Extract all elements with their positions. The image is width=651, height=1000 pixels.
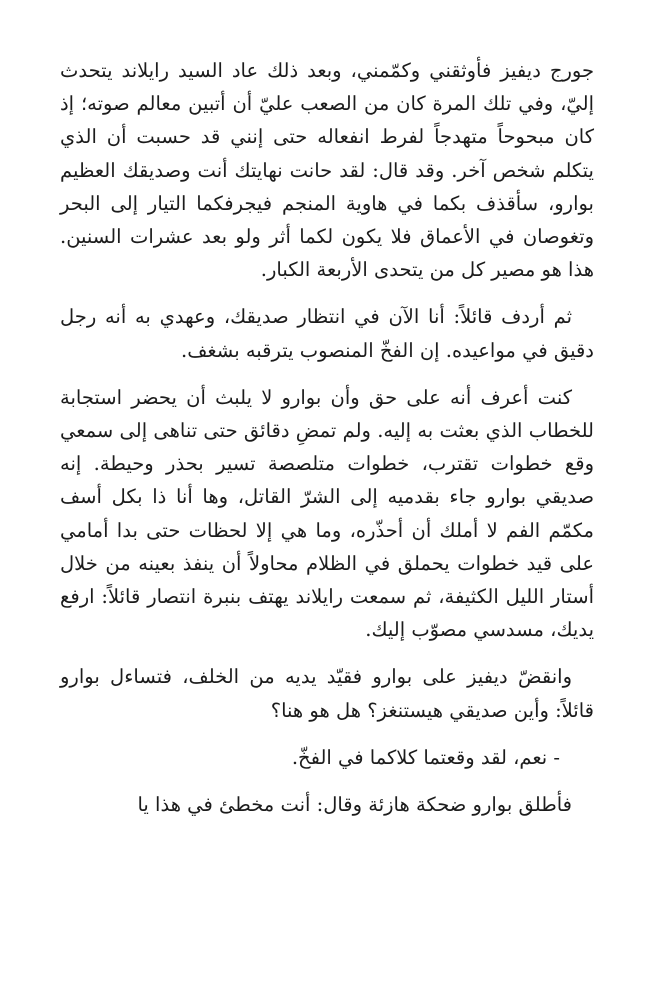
paragraph-2: ثم أردف قائلاً: أنا الآن في انتظار صديقك، وعهدي به أنه رجل دقيق في مواعيده. إن الفخّ المنصوب يترقبه بشغف.	[60, 305, 594, 362]
book-page	[60, 54, 594, 821]
paragraph-3: كنت أعرف أنه على حق وأن بوارو لا يلبث أن يحضر استجابة للخطاب الذي بعثت به إليه. ولم تمضِ دقائق حتى تناهى إلى سمعي وقع خطوات تقترب، خطوات متلصصة تسير بحذر وحيطة. إنه صديقي بوارو جاء بقدميه إلى الشرّ القاتل، وها أنا ذا بكل أسف مكمّم الفم لا أملك أن أحذّره، وما هي إلا لحظات حتى بدا أمامي على قيد خطوات يحملق في الظلام محاولاً أن ينفذ بعينه من خلال أستار الليل الكثيفة، ثم سمعت رايلاند يهتف بنبرة انتصار قائلاً: ارفع يديك، مسدسي مصوّب إليك.	[60, 385, 594, 642]
paragraph-1: جورج ديفيز فأوثقني وكمّمني، وبعد ذلك عاد السيد رايلاند يتحدث إليّ، وفي تلك المرة كان من الصعب عليّ أن أتبين معالم صوته؛ إذ كان مبحوحاً متهدجاً لفرط انفعاله حتى إنني قد حسبت أن الذي يتكلم شخص آخر. وقد قال: لقد حانت نهايتك أنت وصديقك العظيم بوارو، سأقذف بكما في هاوية المنجم فيجرفكما التيار إلى البحر وتغوصان في الأعماق فلا يكون لكما أثر ولو بعد عشرات السنين. هذا هو مصير كل من يتحدى الأربعة الكبار.	[60, 59, 594, 282]
paragraph-6: فأطلق بوارو ضحكة هازئة وقال: أنت مخطئ في هذا يا	[137, 793, 572, 817]
paragraph-5-dialogue: - نعم، لقد وقعتما كلاكما في الفخّ.	[291, 745, 560, 769]
paragraph-4: وانقضّ ديفيز على بوارو فقيّد يديه من الخلف، فتساءل بوارو قائلاً: وأين صديقي هيستنغز؟ هل هو هنا؟	[60, 665, 594, 722]
